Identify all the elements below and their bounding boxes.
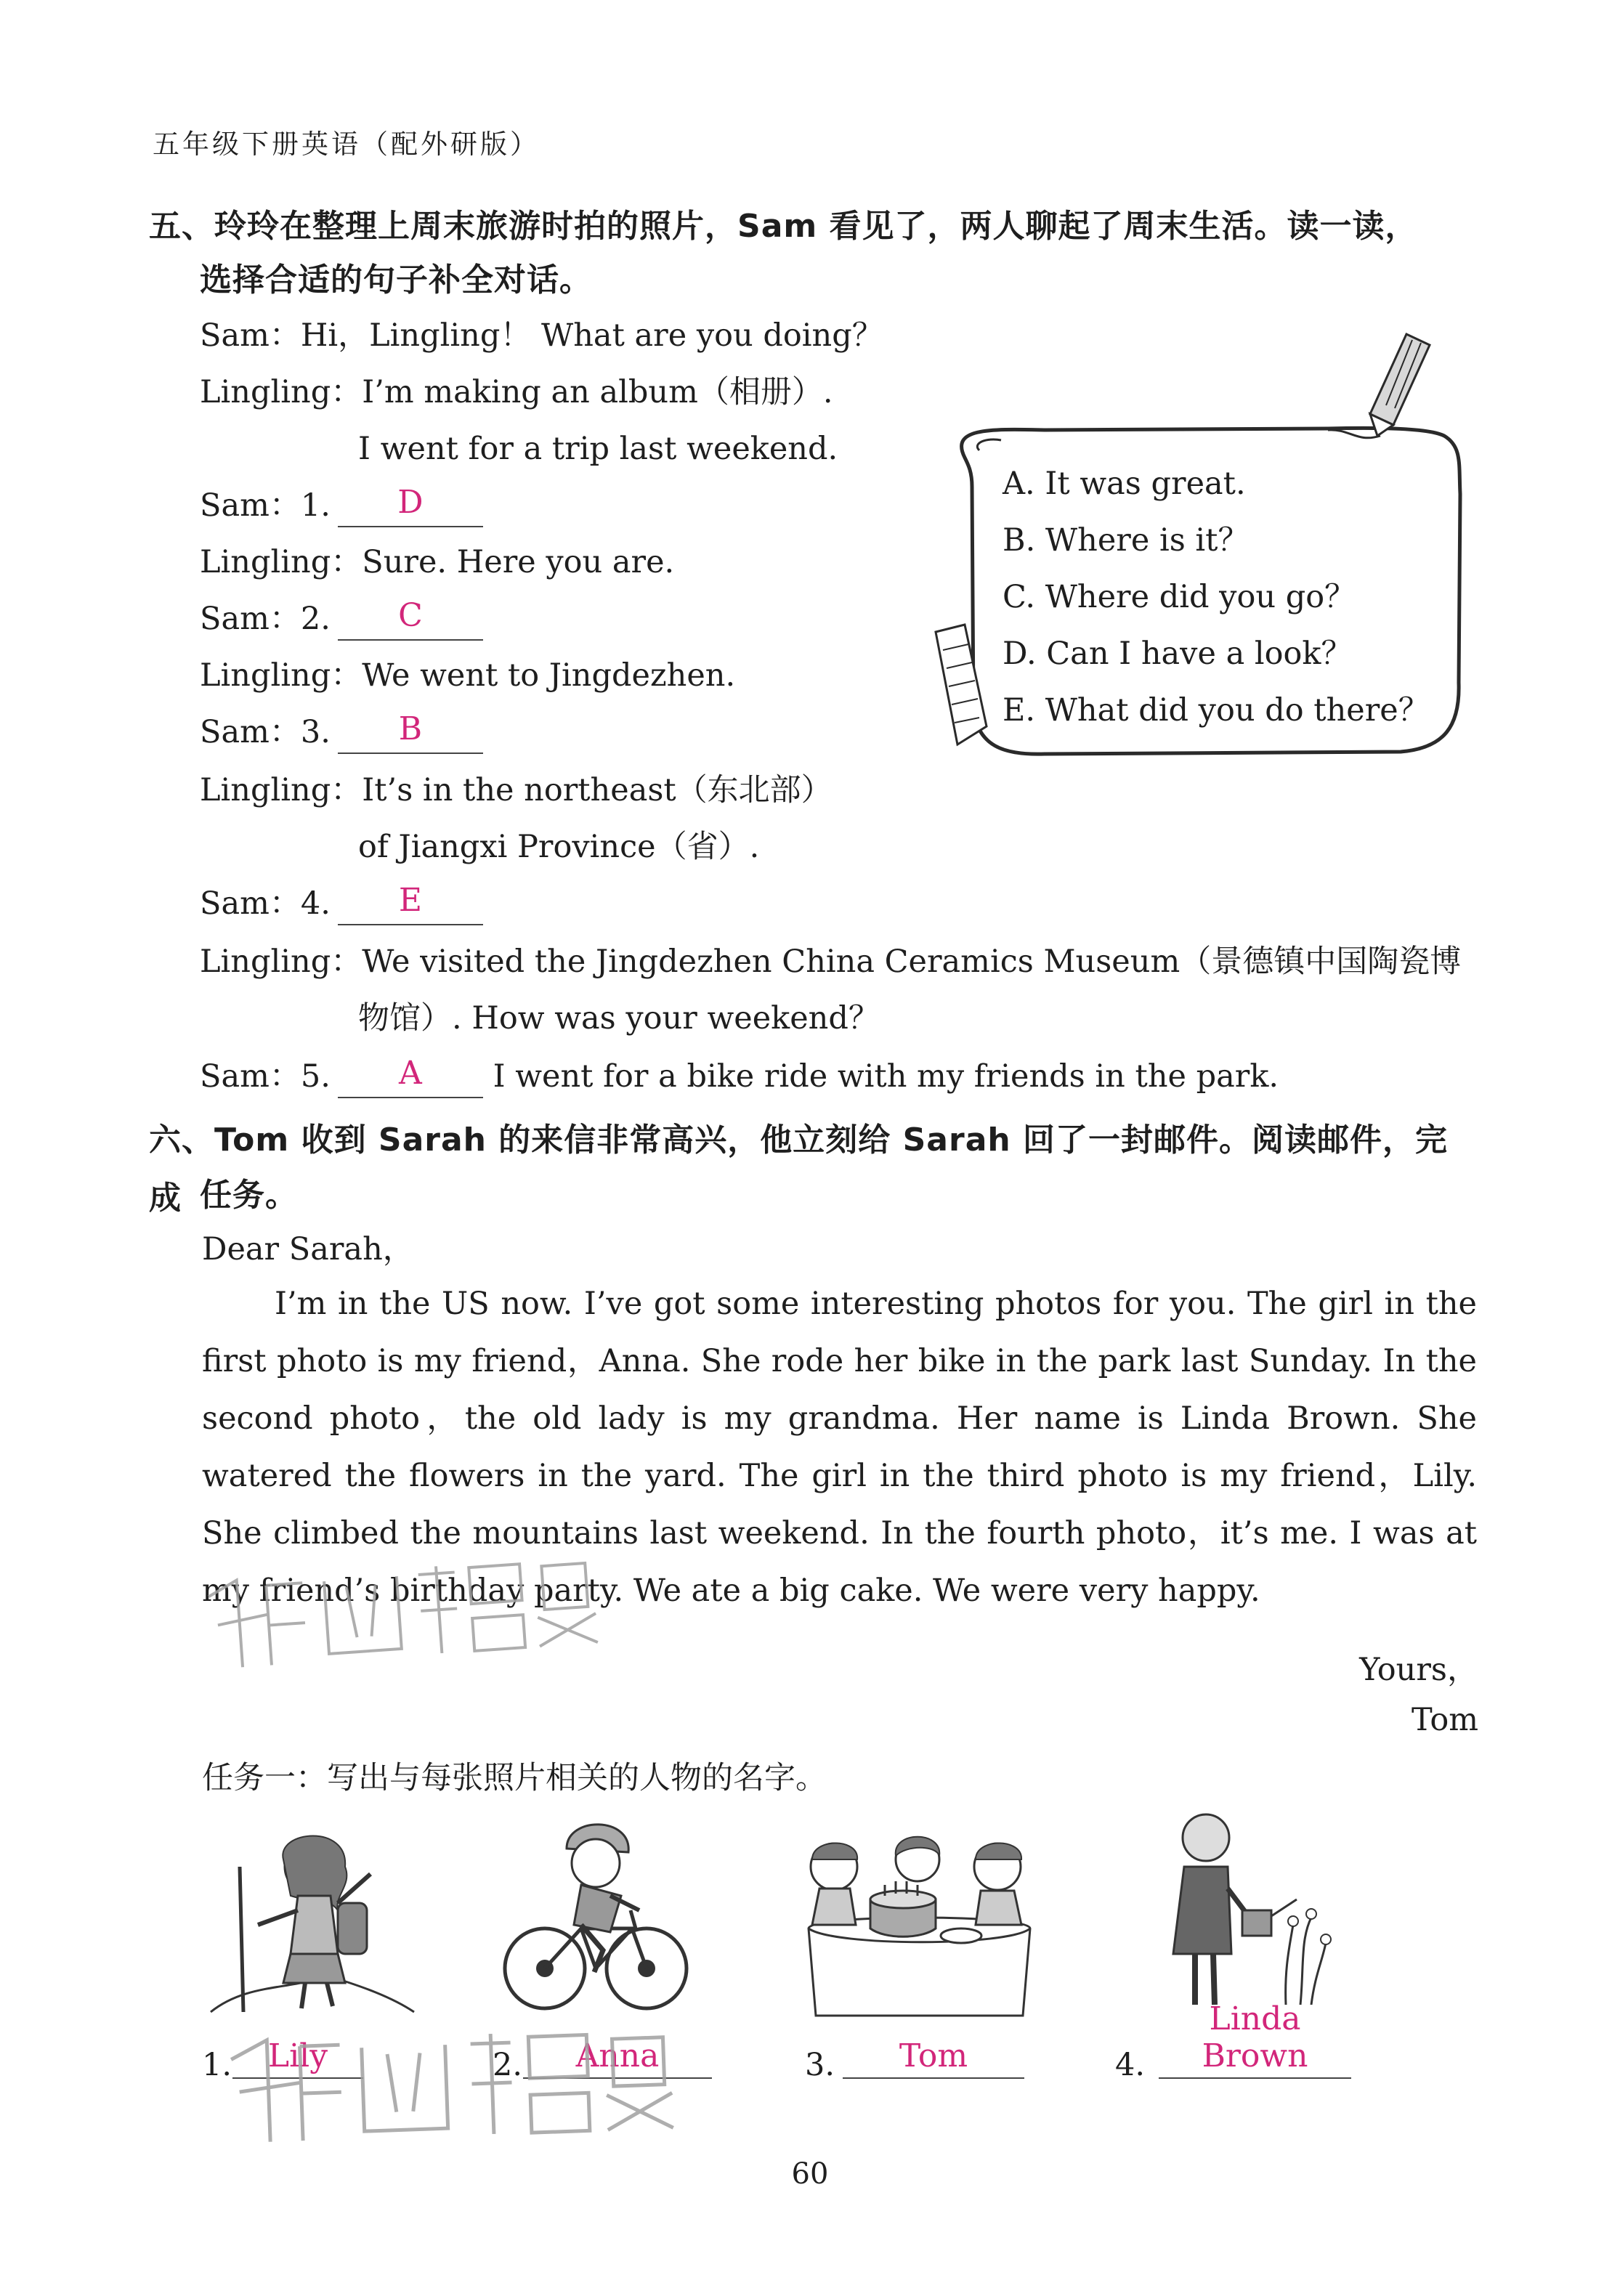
dialogue-line: I went for a trip last weekend. [358,431,838,467]
page-number: 60 [791,2157,829,2191]
dialogue-line: Lingling：I’m making an album（相册）. [200,374,833,410]
answer-text: C [398,597,423,634]
cycling-girl-illustration [501,1809,690,2019]
pencil-icon [1328,334,1430,438]
letter-closing: Yours， [1359,1652,1478,1688]
answer-blank-5[interactable] [338,1055,483,1098]
answer-blank-2[interactable] [338,597,483,641]
photo-answer-blank-3[interactable] [843,2034,1024,2079]
answer-text: Tom [899,2037,968,2074]
dialogue-blank-line: Sam：5. A I went for a bike ride with my friends in the park. [200,1055,1279,1098]
dialogue-blank-line: Sam：2. C [200,597,483,641]
photo-number-2: 2. [493,2047,523,2083]
answer-text: D [397,484,424,521]
answer-text: Anna [575,2037,660,2074]
answer-blank-4[interactable] [338,882,483,925]
photo-answer-blank-4[interactable] [1159,2000,1351,2079]
answer-text: E [398,882,422,919]
dialogue-line: Lingling：We visited the Jingdezhen China Ceramics Museum（景德镇中国陶瓷博 [200,944,1462,980]
answer-blank-1[interactable] [338,484,483,527]
section6-title-line1: 六、Tom 收到 Sarah 的来信非常高兴，他立刻给 Sarah 回了一封邮件。阅读邮件，完成 [149,1121,1449,1217]
dialogue-line: Lingling：It’s in the northeast（东北部） [200,772,833,808]
section5-title-line1: 五、玲玲在整理上周末旅游时拍的照片，Sam 看见了，两人聊起了周末生活。读一读， [149,208,1418,245]
photo-number-3: 3. [805,2047,835,2083]
answer-text: Lily [267,2037,328,2074]
watermark-logo-large [216,2011,686,2177]
answer-text: B [398,710,423,747]
dialogue-line: Sam：Hi，Lingling！ What are you doing？ [200,317,883,354]
section6-title-line2: 任务。 [200,1177,298,1214]
option-c: C. Where did you go？ [1003,579,1356,615]
dialogue-line: of Jiangxi Province（省）. [358,829,760,865]
option-d: D. Can I have a look？ [1003,636,1353,672]
book-header: 五年级下册英语（配外研版） [153,129,540,160]
photo-number-1: 1. [202,2047,232,2083]
watermark-logo [192,1541,607,1699]
option-a: A. It was great. [1003,466,1246,502]
dialogue-blank-line: Sam：4. E [200,882,483,925]
option-e: E. What did you do there？ [1003,692,1430,729]
birthday-party-illustration [790,1827,1045,2019]
task1-instruction: 任务一：写出与每张照片相关的人物的名字。 [202,1760,827,1796]
dialogue-blank-line: Sam：3. B [200,710,483,754]
option-b: B. Where is it？ [1003,522,1250,559]
dialogue-line: 物馆）. How was your weekend？ [358,1000,880,1037]
section5-title-line2: 选择合适的句子补全对话。 [200,261,592,299]
hiking-girl-illustration [203,1816,421,2019]
letter-body: I’m in the US now. I’ve got some interesting photos for you. The girl in the first photo is my friend，Anna. She rode her bike in the park last Sunday. In the second photo，the old lady is my grandma. Her name is Linda Brown. She watered the flowers in the yard. The girl in the third photo is my friend，Lily. She climbed the mountains last weekend. In the fourth photo，it’s me. I was at my friend’s birthday party. We ate a big cake. We were very happy. [202,1286,1477,1609]
answer-text: A [399,1055,422,1092]
dialogue-line: Lingling：We went to Jingdezhen. [200,657,736,694]
dialogue-blank-line: Sam：1. D [200,484,483,527]
letter-greeting: Dear Sarah， [202,1231,414,1267]
grandma-watering-illustration [1155,1809,1337,2019]
photo-number-4: 4. [1115,2047,1146,2083]
answer-blank-3[interactable] [338,710,483,754]
dialogue-line: Lingling：Sure. Here you are. [200,544,675,580]
answer-text: Linda Brown [1202,2000,1308,2074]
letter-signature: Tom [1411,1702,1478,1738]
